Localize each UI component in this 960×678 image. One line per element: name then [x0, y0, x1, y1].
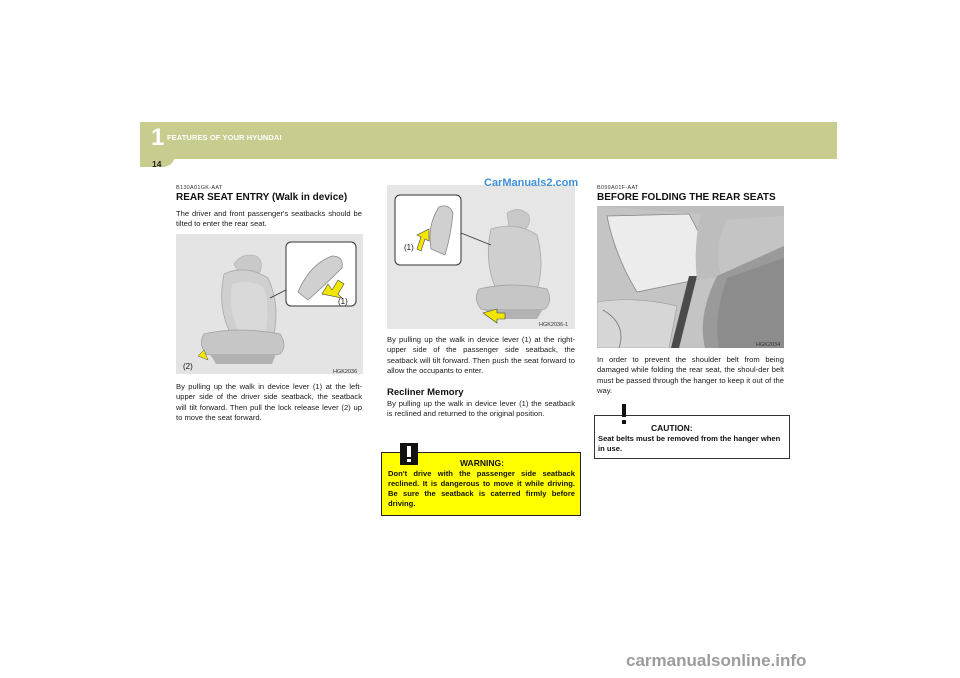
chapter-number: 1	[151, 124, 165, 151]
driver-seat-figure	[176, 234, 363, 374]
warning-text: Don't drive with the passenger side seatback reclined. It is dangerous to move it while driving. Be sure the seatback is caterred firmly before driving.	[388, 469, 575, 508]
rear-seat-figure	[597, 206, 784, 348]
section-heading: BEFORE FOLDING THE REAR SEATS	[597, 192, 776, 203]
section-heading: REAR SEAT ENTRY (Walk in device)	[176, 192, 348, 203]
body-paragraph: By pulling up the walk in device lever (1) at the left-upper side of the driver side seatback, the seatback will tilt forward. Then pull the lock release lever (2) up to move the seat forward.	[176, 382, 362, 423]
warning-title: WARNING:	[460, 458, 504, 468]
callout-passenger-lever-1: (1)	[404, 243, 414, 252]
body-paragraph: In order to prevent the shoulder belt from being damaged while folding the rear seat, the shoul-der belt must be passed through the hanger to keep it out of the way.	[597, 355, 784, 396]
recliner-memory-paragraph: By pulling up the walk in device lever (1) the seatback is reclined and returned to the original position.	[387, 399, 575, 419]
figure-code: HGK2036-1	[539, 322, 569, 328]
watermark-carmanualsonline: carmanualsonline.info	[626, 651, 807, 670]
section-code: B130A01GK-AAT	[176, 185, 223, 191]
section-code: B099A01F-AAT	[597, 185, 639, 191]
intro-paragraph: The driver and front passenger's seatbacks should be tilted to enter the rear seat.	[176, 209, 362, 229]
figure-code: HGK2036	[333, 369, 358, 375]
callout-lever-1: (1)	[338, 297, 348, 306]
driver-seat-illustration	[176, 234, 363, 374]
chapter-title: FEATURES OF YOUR HYUNDAI	[167, 133, 282, 142]
caution-box	[594, 415, 790, 459]
warning-box	[381, 452, 581, 516]
figure-code: HGK2034	[756, 342, 781, 348]
callout-lever-2: (2)	[183, 362, 193, 371]
watermark-carmanuals2: CarManuals2.com	[484, 177, 579, 189]
caution-title: CAUTION:	[651, 423, 693, 433]
recliner-memory-heading: Recliner Memory	[387, 387, 464, 398]
page-number: 14	[152, 159, 162, 169]
caution-icon	[613, 402, 635, 428]
warning-icon	[398, 441, 420, 465]
body-paragraph: By pulling up the walk in device lever (1) at the right-upper side of the passenger side seatback, the seatback will tilt forward. Then push the seat forward to allow the occupants to enter.	[387, 335, 575, 376]
caution-text: Seat belts must be removed from the hanger when in use.	[598, 434, 781, 453]
passenger-seat-figure	[387, 185, 575, 329]
passenger-seat-illustration	[387, 185, 575, 329]
rear-seat-belt-illustration	[597, 206, 784, 348]
